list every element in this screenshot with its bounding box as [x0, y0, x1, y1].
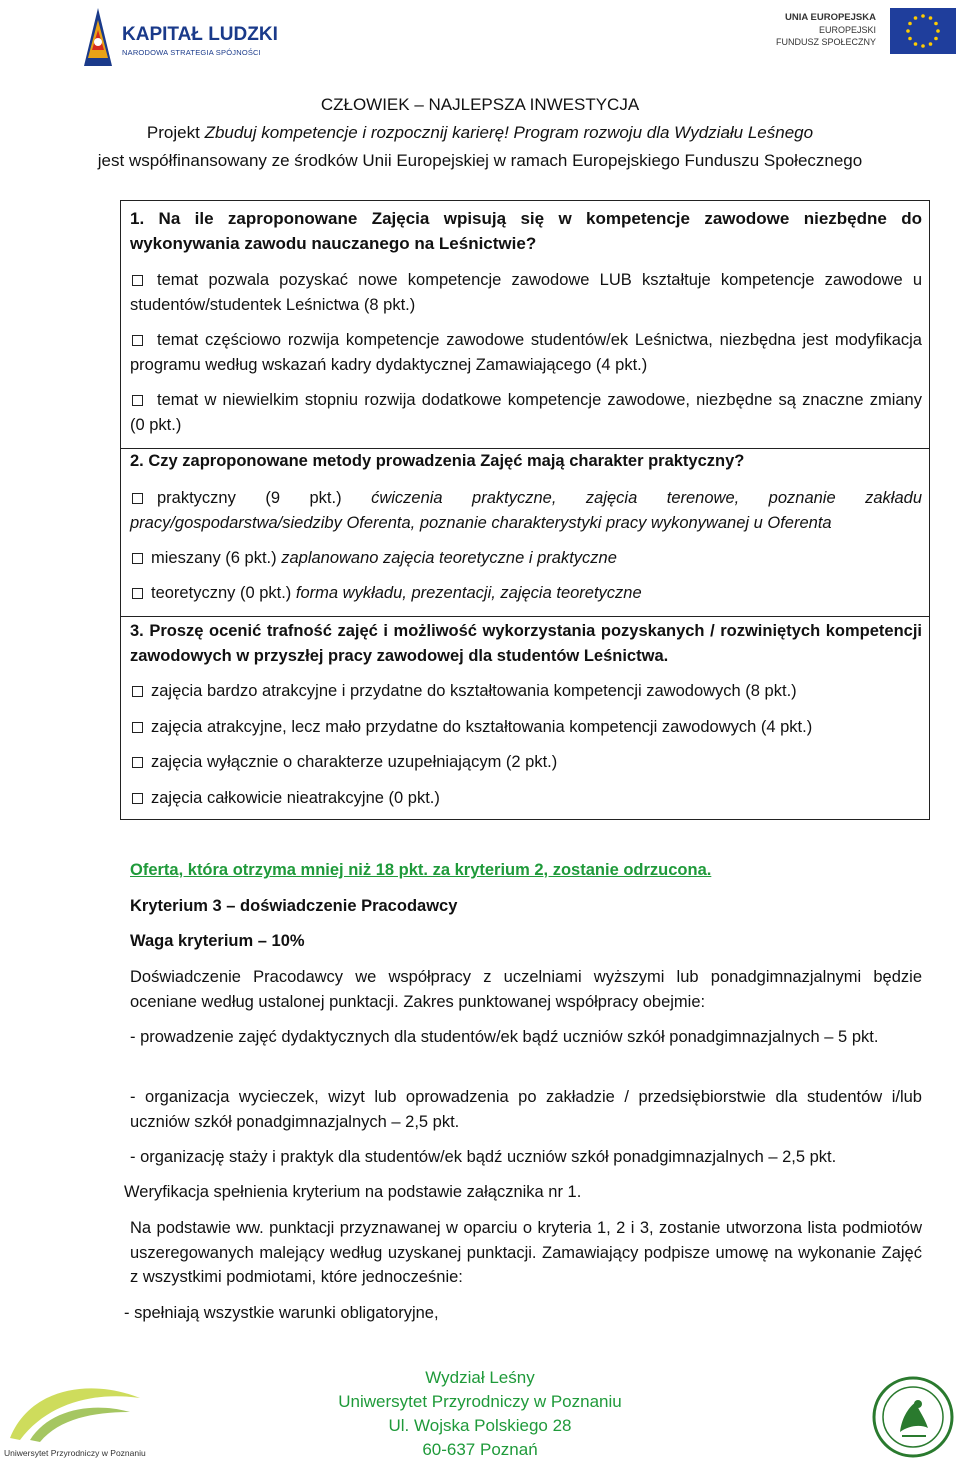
faculty-seal	[872, 1376, 954, 1458]
header-line-1: CZŁOWIEK – NAJLEPSZA INWESTYCJA	[320, 95, 640, 114]
criterion-item-2: - organizacja wycieczek, wizyt lub oprowadzenia po zakładzie / przedsiębiorstwie dla studentów i/lub uczniów szkół ponadgimnazjalnych – 2,5 pkt.	[130, 1088, 922, 1131]
criterion-intro: Doświadczenie Pracodawcy we współpracy z uczelniami wyższymi lub ponadgimnazjalnymi będzie oceniane według ustalonej punktacji. Zakres punktowanej współpracy obejmie:	[130, 968, 922, 1011]
summary-paragraph: Na podstawie ww. punktacji przyznawanej w oparciu o kryteria 1, 2 i 3, zostanie utworzona lista podmiotów uszeregowanych malejący według uzyskanej punktacji. Zamawiający podpisze umowę na wykonanie Zajęć z wszystkimi podmiotami, które jednocześnie:	[130, 1219, 922, 1286]
eu-logo-line3: FUNDUSZ SPOŁECZNY	[775, 37, 876, 47]
checkbox-icon	[132, 588, 143, 599]
checkbox-icon	[132, 553, 143, 564]
checkbox-icon	[132, 686, 143, 697]
eu-star-icon	[914, 42, 918, 46]
verification-note: Weryfikacja spełnienia kryterium na podstawie załącznika nr 1.	[124, 1183, 582, 1201]
q3-question: 3. Proszę ocenić trafność zajęć i możliwość wykorzystania pozyskanych / rozwiniętych kompetencji zawodowych w przyszłej pracy zawodowej dla studentów Leśnictwa.	[130, 622, 922, 665]
eu-star-icon	[934, 22, 938, 26]
q3-option-2: zajęcia atrakcyjne, lecz mało przydatne do kształtowania kompetencji zawodowych (4 pkt.)	[130, 715, 922, 740]
criterion-item-3: - organizację staży i praktyk dla studentów/ek bądź uczniów szkół ponadgimnazjalnych – 2,5 pkt.	[130, 1148, 837, 1166]
q1-question: 1. Na ile zaproponowane Zajęcia wpisują się w kompetencje zawodowe niezbędne do wykonywania zawodu nauczanego na Leśnictwie?	[130, 209, 922, 253]
q1-option-3: temat w niewielkim stopniu rozwija dodatkowe kompetencje zawodowe, niezbędne są znaczne zmiany (0 pkt.)	[130, 391, 922, 434]
obligatory-item: - spełniają wszystkie warunki obligatoryjne,	[124, 1304, 439, 1322]
checkbox-icon	[132, 493, 143, 504]
checkbox-icon	[132, 395, 143, 406]
header-line-3: jest współfinansowany ze środków Unii Europejskiej w ramach Europejskiego Funduszu Społecznego	[97, 151, 863, 170]
eu-star-icon	[934, 37, 938, 41]
q1-option-1: temat pozwala pozyskać nowe kompetencje zawodowe LUB kształtuje kompetencje zawodowe u studentów/studentek Leśnictwa (8 pkt.)	[130, 271, 922, 314]
footer-university: Uniwersytet Przyrodniczy w Poznaniu	[338, 1392, 622, 1411]
checkbox-icon	[132, 275, 143, 286]
criterion-title: Kryterium 3 – doświadczenie Pracodawcy	[130, 897, 458, 915]
eu-star-icon	[908, 22, 912, 26]
eu-logo-line1: UNIA EUROPEJSKA	[785, 12, 876, 23]
kapital-ludzki-logo	[80, 6, 280, 68]
q2-option-3: teoretyczny (0 pkt.) forma wykładu, prezentacji, zajęcia teoretyczne	[130, 581, 922, 606]
eu-star-icon	[914, 16, 918, 20]
header-line-2	[0, 123, 960, 143]
q2-option-1: praktyczny (9 pkt.) ćwiczenia praktyczne, zajęcia terenowe, poznanie zakładu pracy/gospodarstwa/siedziby Oferenta, poznanie charakterystyki pracy wykonywanej u Oferenta	[130, 489, 922, 532]
header-line-2-prefix: Projekt	[146, 123, 205, 142]
criterion-weight: Waga kryterium – 10%	[130, 932, 305, 950]
q3-option-4: zajęcia całkowicie nieatrakcyjne (0 pkt.)	[130, 786, 922, 811]
q2-option-2: mieszany (6 pkt.) zaplanowano zajęcia teoretyczne i praktyczne	[130, 546, 922, 571]
q3-option-1: zajęcia bardzo atrakcyjne i przydatne do kształtowania kompetencji zawodowych (8 pkt.)	[130, 679, 922, 704]
eu-star-icon	[929, 42, 933, 46]
checkbox-icon	[132, 793, 143, 804]
kapital-ludzki-subtitle: NARODOWA STRATEGIA SPÓJNOŚCI	[122, 48, 261, 57]
eu-logo-line2: EUROPEJSKI	[818, 25, 876, 35]
footer-street: Ul. Wojska Polskiego 28	[388, 1416, 572, 1435]
header-line-2-project: Zbuduj kompetencje i rozpocznij karierę! Program rozwoju dla Wydziału Leśnego	[204, 123, 814, 142]
eu-flag-icon	[890, 8, 956, 54]
kapital-ludzki-emblem-icon	[80, 6, 116, 68]
q2-question: 2. Czy zaproponowane metody prowadzenia Zajęć mają charakter praktyczny?	[130, 452, 745, 470]
checkbox-icon	[132, 335, 143, 346]
eu-star-icon	[908, 37, 912, 41]
checkbox-icon	[132, 722, 143, 733]
eu-logo	[760, 8, 956, 54]
table-divider-2	[121, 616, 929, 617]
faculty-seal-icon	[872, 1376, 954, 1458]
eu-star-icon	[929, 16, 933, 20]
kapital-ludzki-title: KAPITAŁ LUDZKI	[122, 24, 278, 45]
q1-option-2: temat częściowo rozwija kompetencje zawodowe studentów/ek Leśnictwa, niezbędna jest modyfikacja programu według wskazań kadry dydaktycznej Zamawiającego (4 pkt.)	[130, 331, 922, 374]
footer-city: 60-637 Poznań	[422, 1440, 538, 1459]
q3-option-3: zajęcia wyłącznie o charakterze uzupełniającym (2 pkt.)	[130, 750, 922, 775]
eu-star-icon	[906, 29, 910, 33]
footer-faculty: Wydział Leśny	[425, 1368, 535, 1387]
eu-star-icon	[921, 14, 925, 18]
criterion-item-1: - prowadzenie zajęć dydaktycznych dla studentów/ek bądź uczniów szkół ponadgimnazjalnych – 5 pkt.	[130, 1028, 879, 1046]
rejection-warning: Oferta, która otrzyma mniej niż 18 pkt. za kryterium 2, zostanie odrzucona.	[130, 861, 712, 879]
eu-star-icon	[936, 29, 940, 33]
eu-star-icon	[921, 44, 925, 48]
university-logo-caption: Uniwersytet Przyrodniczy w Poznaniu	[4, 1448, 146, 1458]
checkbox-icon	[132, 757, 143, 768]
